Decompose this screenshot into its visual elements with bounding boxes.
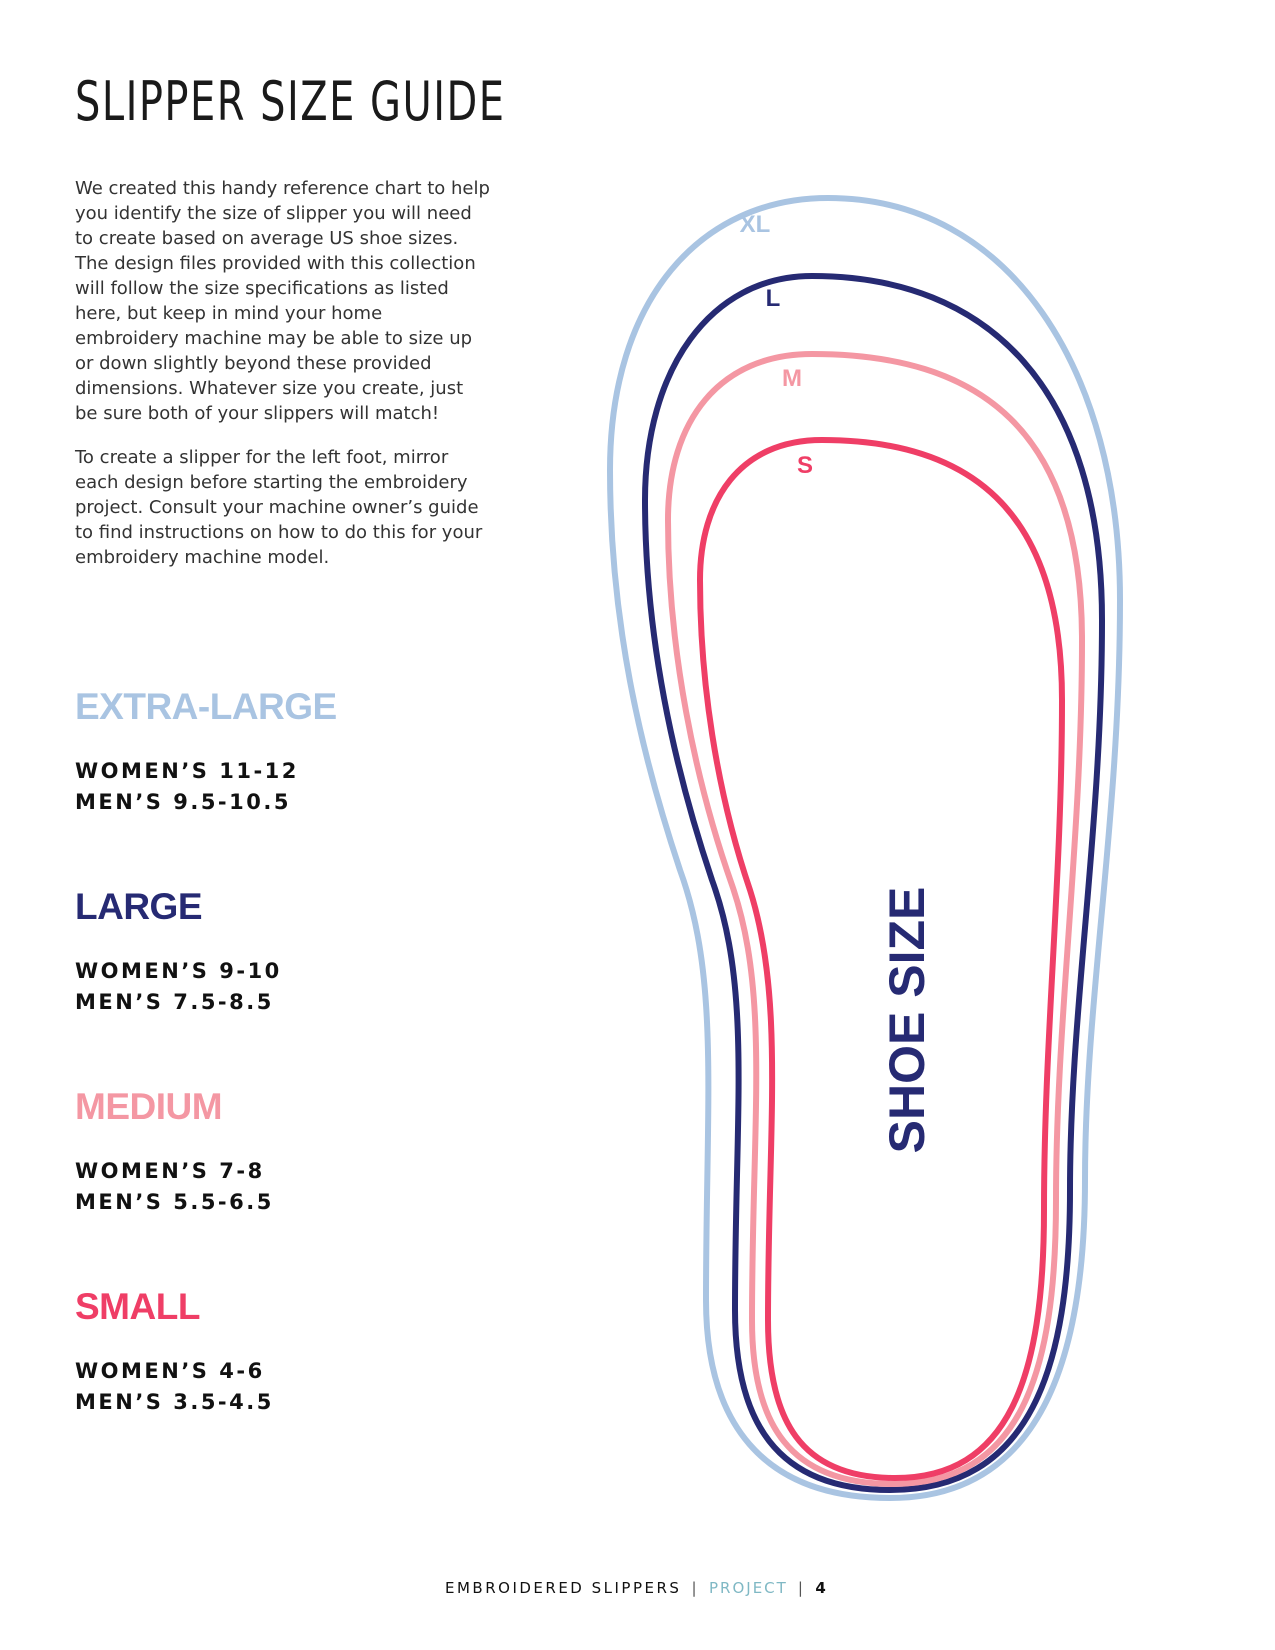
page-title: SLIPPER SIZE GUIDE [75, 70, 506, 133]
size-name-small: SMALL [75, 1286, 200, 1327]
size-men-extra-large: MEN’S 9.5-10.5 [75, 790, 291, 814]
size-men-large: MEN’S 7.5-8.5 [75, 990, 274, 1014]
size-women-small: WOMEN’S 4-6 [75, 1359, 265, 1383]
size-women-extra-large: WOMEN’S 11-12 [75, 759, 299, 783]
size-name-large: LARGE [75, 886, 202, 927]
size-code-l: L [765, 285, 781, 312]
slipper-outline-l [645, 276, 1102, 1490]
intro-paragraph-1: We created this handy reference chart to help you identify the size of slipper you will need to create based on average US shoe sizes. The design files provided with this collection will follow the size specifications as listed here, but keep in mind your home embroidery machine may be able to size up or down slightly beyond these provided dimensions. Whatever size you create, just be sure both of your slippers will match! [75, 178, 490, 424]
page-footer [445, 1579, 828, 1597]
shoe-size-label: SHOE SIZE [879, 886, 935, 1154]
footer-section: PROJECT [709, 1579, 788, 1597]
size-men-medium: MEN’S 5.5-6.5 [75, 1190, 274, 1214]
footer-publication: EMBROIDERED SLIPPERS [445, 1579, 682, 1597]
size-women-medium: WOMEN’S 7-8 [75, 1159, 265, 1183]
intro-paragraph-2: To create a slipper for the left foot, mirror each design before starting the embroidery project. Consult your machine owner’s guide to find instructions on how to do this for your embroidery machine model. [75, 447, 483, 568]
size-name-medium: MEDIUM [75, 1086, 223, 1127]
size-men-small: MEN’S 3.5-4.5 [75, 1390, 274, 1414]
size-women-large: WOMEN’S 9-10 [75, 959, 282, 983]
page-number: 4 [815, 1579, 829, 1597]
footer-divider: | [691, 1579, 699, 1597]
slipper-outline-xl [610, 198, 1120, 1498]
footer-divider: | [797, 1579, 806, 1597]
size-code-s: S [796, 452, 814, 479]
size-code-xl: XL [739, 211, 771, 238]
size-code-m: M [782, 365, 802, 392]
size-name-extra-large: EXTRA-LARGE [75, 686, 337, 727]
